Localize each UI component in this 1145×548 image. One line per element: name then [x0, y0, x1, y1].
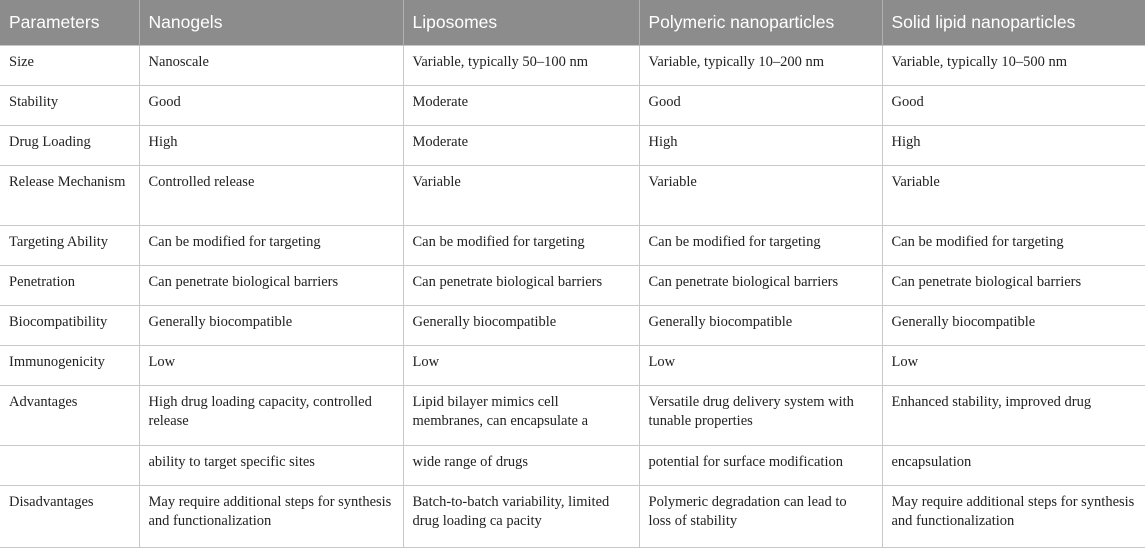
table-cell: Moderate: [403, 126, 639, 166]
table-cell: Can be modified for targeting: [639, 226, 882, 266]
header-row: [0, 0, 1145, 46]
table-cell: Low: [639, 346, 882, 386]
header-nanogels: Nanogels: [139, 0, 403, 46]
header-solid-lipid-nanoparticles: Solid lipid nanoparticles: [882, 0, 1145, 46]
row-label: Stability: [0, 86, 139, 126]
table-cell: Variable, typically 10–500 nm: [882, 46, 1145, 86]
header-liposomes: Liposomes: [403, 0, 639, 46]
table-cell: Nanoscale: [139, 46, 403, 86]
table-row: [0, 226, 1145, 266]
table-cell: Good: [639, 86, 882, 126]
header-parameters: Parameters: [0, 0, 139, 46]
table-cell: Versatile drug delivery system with tunable properties: [639, 386, 882, 446]
table-cell: Enhanced stability, improved drug: [882, 386, 1145, 446]
table-cell: May require additional steps for synthesis and functionalization: [882, 486, 1145, 548]
table-row: [0, 446, 1145, 486]
table-cell: Generally biocompatible: [882, 306, 1145, 346]
row-label: Advantages: [0, 386, 139, 446]
row-label: Biocompatibility: [0, 306, 139, 346]
table-cell: Variable, typically 10–200 nm: [639, 46, 882, 86]
table-cell: ability to target specific sites: [139, 446, 403, 486]
row-label: Immunogenicity: [0, 346, 139, 386]
table-cell: Generally biocompatible: [139, 306, 403, 346]
table-cell: Can be modified for targeting: [139, 226, 403, 266]
table-cell: encapsulation: [882, 446, 1145, 486]
table-cell: Can be modified for targeting: [882, 226, 1145, 266]
table-cell: Controlled release: [139, 166, 403, 226]
table-cell: Moderate: [403, 86, 639, 126]
row-label: Disadvantages: [0, 486, 139, 548]
table-cell: Good: [882, 86, 1145, 126]
table-cell: High: [639, 126, 882, 166]
table-row: [0, 166, 1145, 226]
table-cell: Polymeric degradation can lead to loss of stability: [639, 486, 882, 548]
table-cell: potential for surface modification: [639, 446, 882, 486]
table-cell: May require additional steps for synthesis and functionalization: [139, 486, 403, 548]
table-cell: Variable: [403, 166, 639, 226]
table-cell: Low: [882, 346, 1145, 386]
table-cell: Batch-to-batch variability, limited drug loading ca pacity: [403, 486, 639, 548]
table-cell: Can penetrate biological barriers: [639, 266, 882, 306]
table-cell: Generally biocompatible: [403, 306, 639, 346]
table-row: [0, 46, 1145, 86]
table-cell: Can penetrate biological barriers: [882, 266, 1145, 306]
table-cell: Variable: [639, 166, 882, 226]
table-cell: Low: [139, 346, 403, 386]
table-cell: High: [139, 126, 403, 166]
header-polymeric-nanoparticles: Polymeric nanoparticles: [639, 0, 882, 46]
table-row: [0, 266, 1145, 306]
table-cell: Can penetrate biological barriers: [139, 266, 403, 306]
table-cell: Can be modified for targeting: [403, 226, 639, 266]
row-label: Drug Loading: [0, 126, 139, 166]
table-cell: Low: [403, 346, 639, 386]
table-cell: Lipid bilayer mimics cell membranes, can encapsulate a: [403, 386, 639, 446]
table-row: [0, 126, 1145, 166]
table-row: [0, 86, 1145, 126]
table-cell: Generally biocompatible: [639, 306, 882, 346]
table-cell: High drug loading capacity, controlled release: [139, 386, 403, 446]
table-cell: wide range of drugs: [403, 446, 639, 486]
table-row: [0, 486, 1145, 548]
row-label: Size: [0, 46, 139, 86]
row-label: [0, 446, 139, 486]
table-row: [0, 306, 1145, 346]
table-cell: Variable: [882, 166, 1145, 226]
row-label: Penetration: [0, 266, 139, 306]
row-label: Targeting Ability: [0, 226, 139, 266]
table-row: [0, 346, 1145, 386]
table-row: [0, 386, 1145, 446]
table-cell: High: [882, 126, 1145, 166]
row-label: Release Mechanism: [0, 166, 139, 226]
table-cell: Good: [139, 86, 403, 126]
table-cell: Can penetrate biological barriers: [403, 266, 639, 306]
table-cell: Variable, typically 50–100 nm: [403, 46, 639, 86]
